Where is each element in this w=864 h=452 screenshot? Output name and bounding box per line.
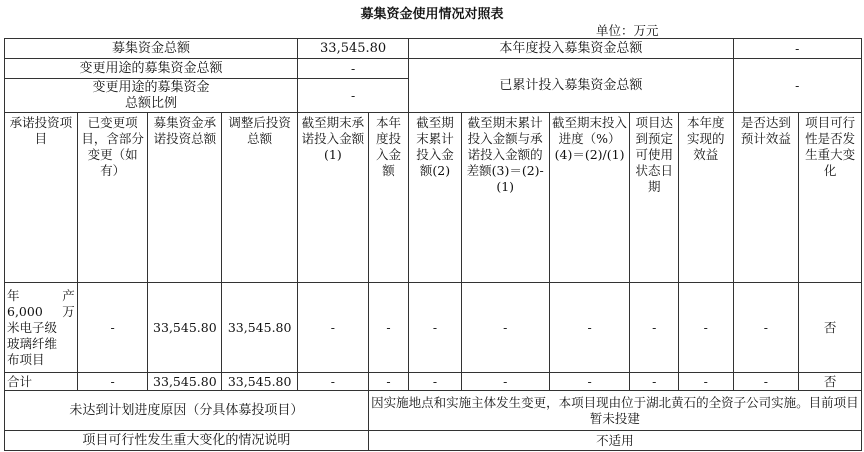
project-cell: 33,545.80 [148, 283, 222, 373]
project-name-line: 布项目 [7, 351, 45, 367]
changed-total-value: - [298, 59, 409, 79]
project-name-line: 年 产 [7, 287, 75, 303]
summary-row-total [5, 39, 862, 59]
header-feasibility-change: 项目可行性是否发生重大变化 [799, 113, 862, 283]
project-row [5, 283, 862, 373]
total-value: 33,545.80 [298, 39, 409, 59]
header-row [5, 113, 862, 283]
project-cell: - [368, 283, 408, 373]
project-cell: - [549, 283, 630, 373]
feasibility-text: 不适用 [368, 431, 861, 451]
project-name [5, 283, 78, 373]
project-name-line: 玻璃纤维 [7, 335, 58, 351]
project-cell: - [298, 283, 369, 373]
header-year-benefit: 本年度实现的效益 [678, 113, 733, 283]
delay-reason-row [5, 391, 862, 431]
year-investment-value: - [733, 39, 861, 59]
project-name-line: 6,000 万 [7, 303, 75, 319]
total-cell: - [368, 373, 408, 391]
changed-ratio-value: - [298, 79, 409, 113]
total-cell: 33,545.80 [222, 373, 298, 391]
changed-ratio-label-line2: 总额比例 [125, 95, 178, 111]
header-committed-total: 募集资金承诺投资总额 [148, 113, 222, 283]
project-cell: 33,545.80 [222, 283, 298, 373]
summary-row-changed [5, 59, 862, 79]
total-cell: - [549, 373, 630, 391]
feasibility-row [5, 431, 862, 451]
total-row-label: 合计 [5, 373, 78, 391]
feasibility-label: 项目可行性发生重大变化的情况说明 [5, 431, 369, 451]
total-cell: - [77, 373, 148, 391]
cumulative-value: - [733, 59, 861, 113]
header-project: 承诺投资项目 [5, 113, 78, 283]
changed-total-label: 变更用途的募集资金总额 [5, 59, 298, 79]
changed-ratio-label [5, 79, 298, 113]
fund-usage-table [4, 38, 862, 451]
changed-ratio-label-line1: 变更用途的募集资金 [92, 79, 210, 95]
total-cell: 33,545.80 [148, 373, 222, 391]
total-cell: 否 [799, 373, 862, 391]
total-row [5, 373, 862, 391]
total-label: 募集资金总额 [5, 39, 298, 59]
project-cell: - [733, 283, 799, 373]
header-expected-benefit: 是否达到预计效益 [733, 113, 799, 283]
header-adjusted-total: 调整后投资总额 [222, 113, 298, 283]
header-changed-project: 已变更项目，含部分变更（如有） [77, 113, 148, 283]
header-cumulative-investment: 截至期末累计投入金额(2) [409, 113, 462, 283]
header-ready-date: 项目达到预定可使用状态日期 [630, 113, 679, 283]
delay-reason-text: 因实施地点和实施主体发生变更，本项目现由位于湖北黄石的全资子公司实施。目前项目暂未投建 [368, 391, 861, 431]
unit-label: 单位：万元 [596, 23, 659, 38]
cumulative-label: 已累计投入募集资金总额 [409, 59, 733, 113]
table-title: 募集资金使用情况对照表 [360, 7, 504, 22]
total-cell: - [678, 373, 733, 391]
project-cell: 否 [799, 283, 862, 373]
project-cell: - [678, 283, 733, 373]
total-cell: - [630, 373, 679, 391]
header-progress: 截至期末投入进度（%）(4)＝(2)/(1) [549, 113, 630, 283]
total-cell: - [409, 373, 462, 391]
project-cell: - [461, 283, 549, 373]
header-year-investment: 本年度投入金额 [368, 113, 408, 283]
total-cell: - [298, 373, 369, 391]
total-cell: - [733, 373, 799, 391]
project-cell: - [77, 283, 148, 373]
total-cell: - [461, 373, 549, 391]
project-name-line: 米电子级 [7, 319, 58, 335]
header-committed-to-date: 截至期末承诺投入金额(1) [298, 113, 369, 283]
year-investment-label: 本年度投入募集资金总额 [409, 39, 733, 59]
project-cell: - [409, 283, 462, 373]
header-difference: 截至期末累计投入金额与承诺投入金额的差额(3)＝(2)-(1) [461, 113, 549, 283]
project-cell: - [630, 283, 679, 373]
delay-reason-label: 未达到计划进度原因（分具体募投项目） [5, 391, 369, 431]
